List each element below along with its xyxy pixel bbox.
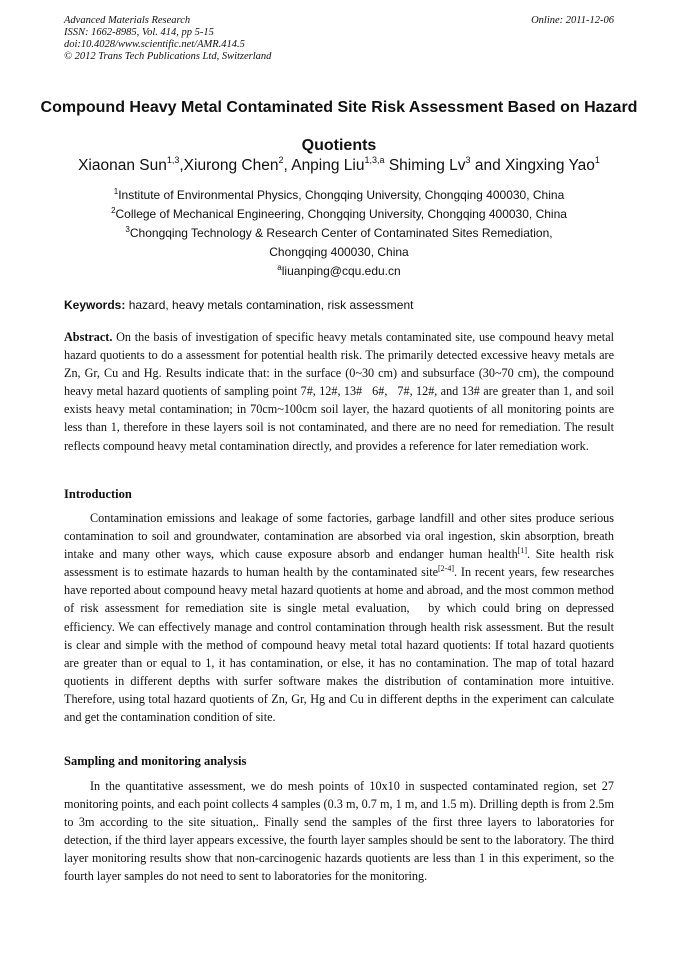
affiliation-line: [40, 243, 638, 262]
email-text: liuanping@cqu.edu.cn: [281, 264, 401, 278]
intro-text: Contamination emissions and leakage of some factories, garbage landfill and other sites produce serious contamination to soil and groundwater, contamination are absorbed via oral ingestion, skin absorption, breath intake and many other ways, which cause exposure absorb and endanger human health: [64, 511, 614, 562]
author-affil-sup: 1,3: [166, 155, 180, 165]
author-name: ,Xiurong Chen: [179, 157, 279, 174]
author-affil-sup: 1: [594, 155, 600, 165]
citation-ref: [2-4]: [438, 564, 454, 574]
journal-header: [64, 15, 271, 63]
affil-sup: a: [277, 263, 282, 272]
affiliation-line: [40, 205, 638, 224]
paper-title: Compound Heavy Metal Contaminated Site Risk Assessment Based on Hazard Quotients: [40, 99, 638, 154]
affiliation-email: [40, 262, 638, 281]
affiliation-line: [40, 186, 638, 205]
keywords-text: hazard, heavy metals contamination, risk assessment: [125, 298, 414, 312]
issn-line: ISSN: 1662-8985, Vol. 414, pp 5-15: [64, 27, 214, 38]
abstract: [64, 328, 614, 455]
author-affil-sup: 1,3,a: [364, 155, 385, 165]
author-name: , Anping Liu: [283, 157, 365, 174]
copyright-line: © 2012 Trans Tech Publications Ltd, Switzerland: [64, 51, 272, 62]
online-date: Online: 2011-12-06: [531, 15, 614, 26]
author-name: Xiaonan Sun: [78, 157, 167, 174]
author-list: [20, 156, 658, 176]
affil-text: Institute of Environmental Physics, Chongqing University, Chongqing 400030, China: [118, 188, 565, 202]
author-affil-sup: 3: [465, 155, 471, 165]
sampling-paragraph: In the quantitative assessment, we do mesh points of 10x10 in suspected contaminated region, set 27 monitoring points, and each point collects 4 samples (0.3 m, 0.7 m, 1 m, and 1.5 m). Drilling depth is from 2.5m to 3m according to the site situation,. Finally send the samples of the first three layers to laboratories for detection, if the third layer appears excessive, the fourth layer samples should be sent to the laboratory. The third layer monitoring results show that non-carcinogenic hazards quotients are less than 1 in this experiment, so the fourth layer samples do not need to sent to laboratories for the monitoring.: [64, 779, 614, 884]
citation-ref: [1]: [517, 546, 528, 556]
doi-line: doi:10.4028/www.scientific.net/AMR.414.5: [64, 39, 245, 50]
author-affil-sup: 2: [278, 155, 284, 165]
keywords-label: Keywords:: [64, 298, 126, 312]
abstract-text: On the basis of investigation of specific heavy metals contaminated site, use compound heavy metal hazard quotients to do a assessment for potential health risk. The primarily detected excessive heavy metals are Zn, Gr, Cu and Hg. Results indicate that: in the surface (0~30 cm) and subsurface (30~70 cm), the compound heavy metal hazard quotients of sampling point 7#, 12#, 13# 6#, 7#, 12#, and 13# are greater than 1, and soil exists heavy metal contamination; in 70cm~100cm soil layer, the hazard quotients of all monitoring points are less than 1, therefore in these layers soil is not contaminated, and there are no need for remediation. The result reflects compound heavy metal contamination directly, and provides a reference for later remediation work.: [64, 330, 614, 453]
author-name: and Xingxing Yao: [470, 157, 595, 174]
abstract-label: Abstract.: [64, 330, 113, 344]
introduction-paragraph: [64, 509, 614, 726]
keywords: [64, 297, 616, 313]
affiliation-line: [40, 224, 638, 243]
sampling-heading: Sampling and monitoring analysis: [64, 754, 247, 768]
intro-text: . Site health risk assessment is to estimate hazards to human health by the contaminated site: [64, 547, 614, 580]
affil-text: Chongqing Technology & Research Center of Contaminated Sites Remediation,: [129, 226, 553, 240]
affil-sup: 1: [113, 187, 119, 196]
affil-text: College of Mechanical Engineering, Chongqing University, Chongqing 400030, China: [115, 207, 567, 221]
introduction-heading: Introduction: [64, 487, 132, 501]
affil-sup: 3: [125, 225, 130, 234]
intro-text: . In recent years, few researches have reported about compound heavy metal hazard quotients at home and abroad, and the most common method of risk assessment for remediation site is single metal evaluation, by which could bring on depressed efficiency. We can effectively manage and control contamination through health risk assessment. But the result is clear and simple with the method of compound heavy metal total hazard quotients: If total hazard quotients are greater than or equal to 1, it has contamination, or else, it has no contamination. The map of total hazard quotients in different depths with surfer software makes the distribution of contamination more intuitive. Therefore, using total hazard quotients of Zn, Gr, Hg and Cu in different depths in the experiment can calculate and get the contamination condition of site.: [64, 565, 614, 725]
journal-name: Advanced Materials Research: [64, 15, 191, 26]
affil-sup: 2: [111, 206, 116, 215]
affiliations: [40, 186, 638, 281]
author-name: Shiming Lv: [384, 157, 466, 174]
affil-text: Chongqing 400030, China: [269, 245, 409, 259]
